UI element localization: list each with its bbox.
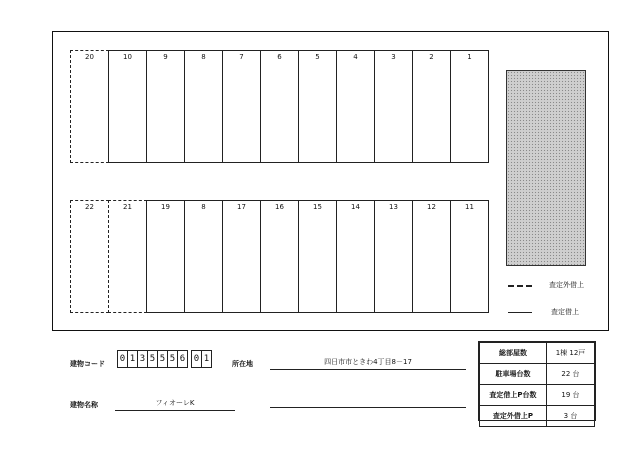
summary-value: 3 台 — [547, 406, 595, 427]
stall-number: 7 — [239, 53, 244, 61]
stall-number: 3 — [391, 53, 396, 61]
stall-number: 10 — [123, 53, 132, 61]
parking-stall — [184, 50, 223, 163]
stall-number: 8 — [201, 53, 206, 61]
stall-number: 1 — [467, 53, 472, 61]
location-underline — [270, 369, 466, 370]
parking-stall — [222, 50, 261, 163]
parking-stall — [184, 200, 223, 313]
stall-number: 21 — [123, 203, 132, 211]
parking-stall — [146, 50, 185, 163]
legend-solid-line — [508, 312, 532, 313]
parking-stall — [336, 50, 375, 163]
code-digit: 0 — [191, 350, 202, 368]
building-name-label: 建物名称 — [70, 401, 98, 409]
stall-number: 14 — [351, 203, 360, 211]
legend-outside-lease-label: 査定外借上 — [549, 281, 584, 289]
code-digit: 5 — [147, 350, 158, 368]
stall-number: 22 — [85, 203, 94, 211]
parking-stall — [260, 50, 299, 163]
parking-stall — [146, 200, 185, 313]
legend-dashed-line — [508, 285, 532, 287]
summary-key: 駐車場台数 — [480, 364, 547, 385]
summary-value: 22 台 — [547, 364, 595, 385]
parking-stall — [70, 200, 109, 313]
code-digit: 3 — [137, 350, 148, 368]
stall-number: 20 — [85, 53, 94, 61]
legend-lease-label: 査定借上 — [551, 308, 579, 316]
summary-value: 19 台 — [547, 385, 595, 406]
parking-stall — [70, 50, 109, 163]
code-digit: 1 — [201, 350, 212, 368]
stall-number: 19 — [161, 203, 170, 211]
blank-underline — [270, 407, 466, 408]
stall-number: 9 — [163, 53, 168, 61]
summary-key: 査定借上P台数 — [480, 385, 547, 406]
stall-number: 15 — [313, 203, 322, 211]
parking-stall — [374, 200, 413, 313]
summary-value: 1棟 12戸 — [547, 343, 595, 364]
code-digit: 0 — [117, 350, 128, 368]
stall-number: 2 — [429, 53, 434, 61]
code-digit: 5 — [157, 350, 168, 368]
building-name-underline — [115, 410, 235, 411]
summary-key: 査定外借上P — [480, 406, 547, 427]
parking-stall — [412, 50, 451, 163]
location-label: 所在地 — [232, 360, 253, 368]
stall-number: 5 — [315, 53, 320, 61]
parking-stall — [450, 50, 489, 163]
stall-number: 6 — [277, 53, 282, 61]
summary-table — [478, 341, 596, 421]
parking-stall — [412, 200, 451, 313]
parking-stall — [298, 200, 337, 313]
summary-row — [480, 364, 595, 385]
stall-number: 8 — [201, 203, 206, 211]
summary-row — [480, 406, 595, 427]
parking-stall — [336, 200, 375, 313]
parking-stall — [108, 200, 147, 313]
parking-stall — [222, 200, 261, 313]
location-value: 四日市市ときわ4丁目8－17 — [324, 358, 412, 366]
stall-number: 13 — [389, 203, 398, 211]
stall-number: 11 — [465, 203, 474, 211]
parking-stall — [450, 200, 489, 313]
building-code-label: 建物コード — [70, 360, 105, 368]
parking-stall — [374, 50, 413, 163]
code-digit: 6 — [177, 350, 188, 368]
stall-number: 16 — [275, 203, 284, 211]
parking-stall — [260, 200, 299, 313]
stall-number: 4 — [353, 53, 358, 61]
summary-row — [480, 343, 595, 364]
stall-number: 12 — [427, 203, 436, 211]
building-name-value: フィオーレK — [155, 399, 195, 407]
stall-number: 17 — [237, 203, 246, 211]
parking-stall — [108, 50, 147, 163]
summary-row — [480, 385, 595, 406]
code-digit: 1 — [127, 350, 138, 368]
building-footprint — [506, 70, 586, 266]
parking-stall — [298, 50, 337, 163]
summary-key: 総部屋数 — [480, 343, 547, 364]
code-digit: 5 — [167, 350, 178, 368]
